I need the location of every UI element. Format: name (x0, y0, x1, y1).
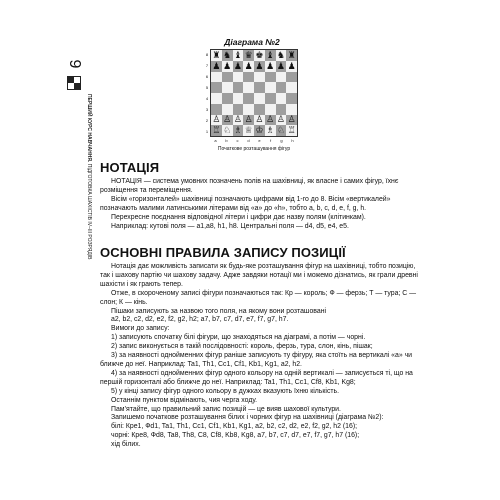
board-square (276, 82, 287, 93)
file-label: f (269, 138, 272, 143)
rank-label: 4 (205, 96, 209, 101)
board-square (243, 104, 254, 115)
rules-list-item: 3) за наявності однойменних фігур раніше записують ту фігуру, яка стоїть на вертикалі «a» чи ближче до неї. Наприклад: Ta1, Th1, Cc1, Cf1, Kb1, Kg1, a2, h2. (100, 352, 413, 368)
board-square (286, 72, 297, 83)
board-square (243, 125, 254, 136)
board-square (222, 104, 233, 115)
board-square (243, 93, 254, 104)
chessboard-badge-icon (67, 76, 81, 90)
rules-list-item: 2) запис виконується в такій послідовності: король, ферзь, тура, слон, кінь, пішак; (111, 343, 373, 351)
board-square (265, 93, 276, 104)
board-square (243, 61, 254, 72)
rules-paragraph: чорні: Кре8, Фd8, Ta8, Th8, C8, Cf8, Kb8, Kg8, a7, b7, c7, d7, e7, f7, g7, h7 (16); (111, 432, 360, 440)
rules-list-item: 4) за наявності однойменних фігур одного кольору на одній вертикалі — записується ті, що на першій горизонталі або ближче до неї. Наприклад: Ta1, Th1, Cc1, Cf8, Kb1, Kg8; (100, 369, 413, 386)
board-square (254, 82, 265, 93)
chess-piece-icon: ♟ (276, 60, 285, 71)
board-square (286, 115, 297, 126)
notation-paragraph: Вісім «горизонталей» шахівниці позначають цифрами від 1-го до 8. Вісім «вертикалей» позначають малими латинськими літерами від «а» до «h», тобто a, b, c, d, e, f, g, h. (100, 195, 391, 212)
board-square (222, 61, 233, 72)
chess-piece-icon: ♙ (233, 114, 242, 125)
rank-label: 3 (205, 107, 209, 112)
chess-piece-icon: ♜ (212, 49, 221, 60)
board-square (276, 72, 287, 83)
rules-paragraph: Вимоги до запису: (111, 325, 170, 333)
board-square (286, 61, 297, 72)
chess-piece-icon: ♟ (287, 60, 296, 71)
chess-piece-icon: ♝ (233, 49, 242, 60)
board-square (254, 93, 265, 104)
file-label: a (214, 138, 217, 143)
board-square (276, 50, 287, 61)
board-square (222, 50, 233, 61)
notation-text (100, 178, 422, 231)
board-square (233, 50, 244, 61)
chess-piece-icon: ♖ (212, 125, 221, 136)
board-square (222, 72, 233, 83)
board-square (276, 93, 287, 104)
board-square (211, 82, 222, 93)
chess-piece-icon: ♟ (223, 60, 232, 71)
chess-piece-icon: ♙ (244, 114, 253, 125)
board-square (233, 125, 244, 136)
chess-piece-icon: ♗ (266, 125, 275, 136)
board-square (286, 82, 297, 93)
chess-piece-icon: ♟ (212, 60, 221, 71)
chess-piece-icon: ♛ (244, 49, 253, 60)
chess-piece-icon: ♙ (287, 114, 296, 125)
chess-piece-icon: ♜ (287, 49, 296, 60)
rank-label: 6 (205, 74, 209, 79)
rules-paragraph: Отже, в скороченому записі фігури позначаються так: Кр — король; Ф — ферзь; Т — тура; С — слон; К — кінь. (100, 289, 417, 306)
running-head-bold: ПЕРШИЙ КУРС НАВЧАННЯ. (86, 94, 92, 163)
board-square (254, 125, 265, 136)
board-square (265, 72, 276, 83)
file-labels (210, 138, 298, 144)
chess-piece-icon: ♘ (223, 125, 232, 136)
rules-paragraph: Нотація дає можливість записати як будь-яке розташування фігур на шахівниці, тобто позицію, так і шахову партію чи шахову задачу. Адже завдяки нотації ми і можемо дізнатись, як грали древні шахісти і як грають тепер. (100, 263, 418, 288)
board-square (265, 125, 276, 136)
board-square (233, 82, 244, 93)
side-strip (64, 54, 92, 374)
board-square (243, 115, 254, 126)
rules-list-item: 1) записують спочатку білі фігури, що знаходяться на діаграмі, а потім — чорні. (111, 334, 366, 342)
page-number: 9 (66, 59, 83, 69)
board-square (254, 61, 265, 72)
board-square (265, 104, 276, 115)
chess-piece-icon: ♔ (255, 125, 264, 136)
rules-paragraph: a2, b2, c2, d2, e2, f2, g2, h2; a7, b7, c7, d7, e7, f7, g7, h7. (111, 316, 289, 324)
rank-label: 7 (205, 63, 209, 68)
board-square (233, 115, 244, 126)
chess-piece-icon: ♞ (223, 49, 232, 60)
board-square (222, 115, 233, 126)
chess-piece-icon: ♘ (276, 125, 285, 136)
chess-piece-icon: ♙ (266, 114, 275, 125)
file-label: g (280, 138, 283, 143)
file-label: c (236, 138, 239, 143)
board-square (211, 93, 222, 104)
notation-heading: НОТАЦІЯ (100, 160, 160, 175)
board-square (254, 72, 265, 83)
notation-paragraph: Перехресне поєднання відповідної літери і цифри дає назву полям (клітинкам). (111, 213, 366, 221)
board-square (243, 82, 254, 93)
board-square (286, 104, 297, 115)
board-square (211, 61, 222, 72)
running-head (84, 94, 94, 374)
chess-piece-icon: ♙ (212, 114, 221, 125)
board-square (243, 72, 254, 83)
board-square (211, 125, 222, 136)
board-square (211, 50, 222, 61)
chess-piece-icon: ♙ (255, 114, 264, 125)
rank-label: 5 (205, 85, 209, 90)
notation-paragraph: НОТАЦІЯ — система умовних позначень полів на шахівниці, як власне і самих фігур, їхнє розміщення та переміщення. (100, 178, 399, 194)
chess-piece-icon: ♙ (276, 114, 285, 125)
rules-text (100, 263, 422, 450)
chess-piece-icon: ♟ (255, 60, 264, 71)
rank-label: 1 (205, 129, 209, 134)
rules-paragraph: Останнім пунктом відмінають, чия черга ходу. (111, 396, 258, 404)
chess-diagram (204, 47, 304, 145)
board-square (276, 61, 287, 72)
board-square (211, 115, 222, 126)
chessboard (210, 49, 298, 137)
chess-piece-icon: ♟ (266, 60, 275, 71)
board-square (222, 82, 233, 93)
board-square (233, 72, 244, 83)
rules-paragraph: білі: Кре1, Фd1, Ta1, Th1, Cc1, Cf1, Kb1, Kg1, a2, b2, c2, d2, e2, f2, g2, h2 (16); (111, 423, 358, 431)
board-square (222, 125, 233, 136)
board-square (222, 93, 233, 104)
rules-paragraph: Запишемо початкове розташування білих і чорних фігур на шахівниці (діаграма №2): (111, 414, 384, 422)
board-square (265, 50, 276, 61)
chess-piece-icon: ♟ (233, 60, 242, 71)
board-square (211, 72, 222, 83)
board-square (286, 93, 297, 104)
file-label: e (258, 138, 261, 143)
board-square (254, 115, 265, 126)
file-label: b (225, 138, 228, 143)
chess-piece-icon: ♚ (255, 49, 264, 60)
rules-paragraph: Пам’ятайте, що правильний запис позицій — це вияв шахової культури. (111, 405, 341, 413)
running-head-text: ПІДГОТОВКА ШАХІСТІВ IV–III РОЗРЯДІВ (86, 162, 92, 260)
rules-paragraph: Пішаки записують за назвою того поля, на якому вони розташовані (111, 307, 327, 315)
notation-paragraph: Наприклад: кутові поля — a1,a8, h1, h8. Центральні поля — d4, d5, e4, e5. (111, 222, 349, 230)
rank-label: 2 (205, 118, 209, 123)
board-square (276, 115, 287, 126)
board-square (233, 104, 244, 115)
diagram-caption: Початкове розташування фігур (217, 146, 291, 152)
diagram-title: Діаграма №2 (224, 37, 280, 47)
file-label: h (291, 138, 294, 143)
board-square (233, 61, 244, 72)
board-square (286, 50, 297, 61)
board-square (243, 50, 254, 61)
chess-piece-icon: ♞ (276, 49, 285, 60)
board-square (233, 93, 244, 104)
chess-piece-icon: ♙ (223, 114, 232, 125)
rank-label: 8 (205, 52, 209, 57)
board-square (265, 115, 276, 126)
board-square (265, 61, 276, 72)
board-square (254, 104, 265, 115)
board-square (286, 125, 297, 136)
chess-piece-icon: ♟ (244, 60, 253, 71)
board-square (265, 82, 276, 93)
chess-piece-icon: ♗ (233, 125, 242, 136)
chess-piece-icon: ♝ (266, 49, 275, 60)
board-square (254, 50, 265, 61)
chess-piece-icon: ♕ (244, 125, 253, 136)
file-label: d (247, 138, 250, 143)
chess-piece-icon: ♖ (287, 125, 296, 136)
rules-heading: ОСНОВНІ ПРАВИЛА ЗАПИСУ ПОЗИЦІЇ (100, 245, 346, 260)
rules-paragraph: хід білих. (111, 441, 141, 449)
board-square (211, 104, 222, 115)
rules-list-item: 5) у кінці запису фігур одного кольору в дужках вказують їхню кількість. (111, 387, 340, 395)
board-square (276, 125, 287, 136)
board-square (276, 104, 287, 115)
